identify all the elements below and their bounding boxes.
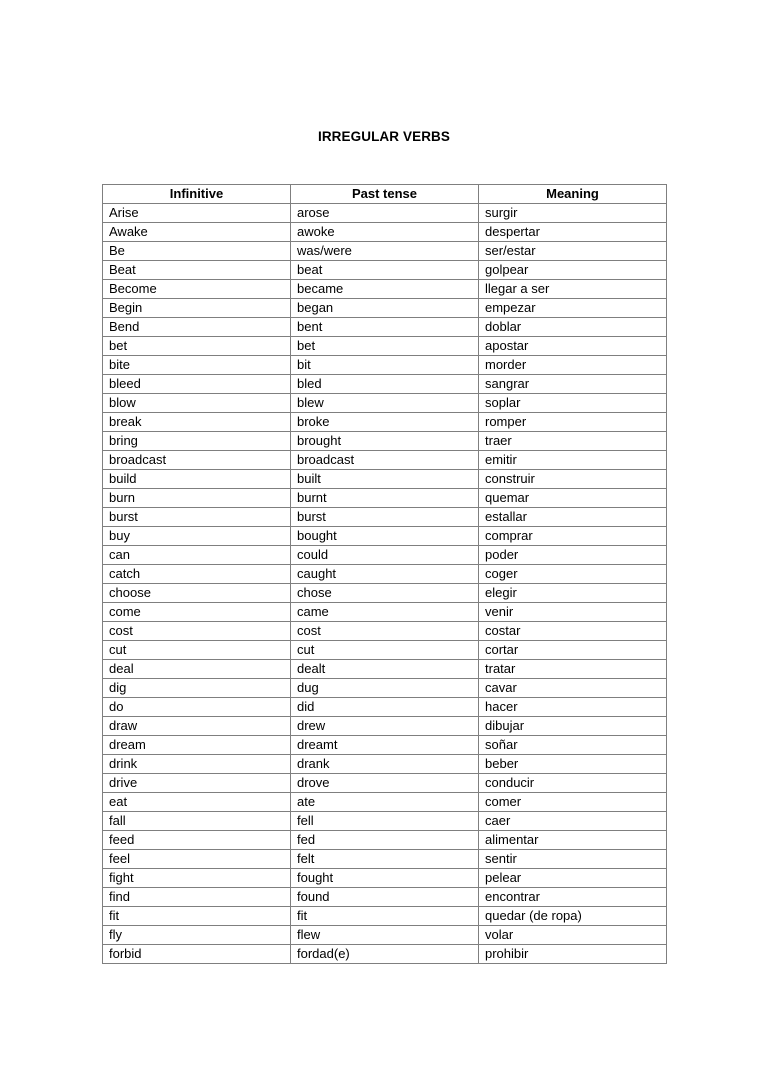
meaning-cell: estallar [479,508,667,527]
infinitive-cell: feel [103,850,291,869]
meaning-cell: llegar a ser [479,280,667,299]
past-tense-cell: dealt [291,660,479,679]
past-tense-cell: blew [291,394,479,413]
past-tense-cell: bled [291,375,479,394]
infinitive-cell: buy [103,527,291,546]
infinitive-cell: draw [103,717,291,736]
meaning-cell: empezar [479,299,667,318]
past-tense-cell: cost [291,622,479,641]
past-tense-cell: caught [291,565,479,584]
table-body [103,204,667,964]
meaning-cell: dibujar [479,717,667,736]
infinitive-cell: cut [103,641,291,660]
table-row [103,280,667,299]
past-tense-cell: was/were [291,242,479,261]
table-row [103,451,667,470]
table-row [103,337,667,356]
table-row [103,907,667,926]
past-tense-cell: found [291,888,479,907]
column-header-meaning: Meaning [479,185,667,204]
meaning-cell: alimentar [479,831,667,850]
meaning-cell: tratar [479,660,667,679]
infinitive-cell: fit [103,907,291,926]
infinitive-cell: burst [103,508,291,527]
past-tense-cell: broadcast [291,451,479,470]
table-row [103,223,667,242]
infinitive-cell: drive [103,774,291,793]
meaning-cell: pelear [479,869,667,888]
table-row [103,698,667,717]
past-tense-cell: ate [291,793,479,812]
meaning-cell: sangrar [479,375,667,394]
past-tense-cell: fordad(e) [291,945,479,964]
past-tense-cell: became [291,280,479,299]
infinitive-cell: Bend [103,318,291,337]
table-row [103,584,667,603]
infinitive-cell: build [103,470,291,489]
past-tense-cell: bet [291,337,479,356]
meaning-cell: comprar [479,527,667,546]
past-tense-cell: came [291,603,479,622]
infinitive-cell: fight [103,869,291,888]
irregular-verbs-table [102,184,667,964]
meaning-cell: poder [479,546,667,565]
infinitive-cell: choose [103,584,291,603]
past-tense-cell: fought [291,869,479,888]
meaning-cell: soñar [479,736,667,755]
past-tense-cell: began [291,299,479,318]
past-tense-cell: dug [291,679,479,698]
infinitive-cell: bring [103,432,291,451]
past-tense-cell: felt [291,850,479,869]
table-row [103,679,667,698]
infinitive-cell: forbid [103,945,291,964]
meaning-cell: cortar [479,641,667,660]
infinitive-cell: bleed [103,375,291,394]
past-tense-cell: did [291,698,479,717]
meaning-cell: emitir [479,451,667,470]
table-row [103,717,667,736]
meaning-cell: ser/estar [479,242,667,261]
table-row [103,850,667,869]
table-row [103,527,667,546]
past-tense-cell: drove [291,774,479,793]
table-row [103,755,667,774]
past-tense-cell: drew [291,717,479,736]
page-title: IRREGULAR VERBS [317,129,450,144]
table-row [103,318,667,337]
table-row [103,432,667,451]
meaning-cell: golpear [479,261,667,280]
column-header-past-tense: Past tense [291,185,479,204]
infinitive-cell: dream [103,736,291,755]
past-tense-cell: could [291,546,479,565]
meaning-cell: soplar [479,394,667,413]
meaning-cell: beber [479,755,667,774]
infinitive-cell: cost [103,622,291,641]
table-row [103,812,667,831]
infinitive-cell: deal [103,660,291,679]
infinitive-cell: bet [103,337,291,356]
table-row [103,489,667,508]
infinitive-cell: burn [103,489,291,508]
meaning-cell: cavar [479,679,667,698]
infinitive-cell: blow [103,394,291,413]
meaning-cell: romper [479,413,667,432]
past-tense-cell: arose [291,204,479,223]
table-row [103,413,667,432]
infinitive-cell: come [103,603,291,622]
table-row [103,774,667,793]
meaning-cell: despertar [479,223,667,242]
past-tense-cell: drank [291,755,479,774]
table-row [103,204,667,223]
infinitive-cell: do [103,698,291,717]
meaning-cell: quemar [479,489,667,508]
table-row [103,926,667,945]
infinitive-cell: feed [103,831,291,850]
meaning-cell: volar [479,926,667,945]
table-row [103,546,667,565]
past-tense-cell: broke [291,413,479,432]
past-tense-cell: bought [291,527,479,546]
infinitive-cell: bite [103,356,291,375]
meaning-cell: elegir [479,584,667,603]
meaning-cell: apostar [479,337,667,356]
past-tense-cell: fit [291,907,479,926]
table-row [103,470,667,489]
past-tense-cell: burnt [291,489,479,508]
infinitive-cell: broadcast [103,451,291,470]
table-row [103,888,667,907]
meaning-cell: costar [479,622,667,641]
infinitive-cell: drink [103,755,291,774]
meaning-cell: coger [479,565,667,584]
infinitive-cell: break [103,413,291,432]
table-row [103,261,667,280]
infinitive-cell: catch [103,565,291,584]
meaning-cell: conducir [479,774,667,793]
table-row [103,603,667,622]
table-row [103,242,667,261]
table-row [103,356,667,375]
meaning-cell: sentir [479,850,667,869]
past-tense-cell: dreamt [291,736,479,755]
table-row [103,945,667,964]
past-tense-cell: built [291,470,479,489]
meaning-cell: caer [479,812,667,831]
meaning-cell: traer [479,432,667,451]
table-row [103,565,667,584]
table-row [103,375,667,394]
meaning-cell: construir [479,470,667,489]
past-tense-cell: bit [291,356,479,375]
infinitive-cell: fall [103,812,291,831]
infinitive-cell: Become [103,280,291,299]
meaning-cell: comer [479,793,667,812]
past-tense-cell: flew [291,926,479,945]
infinitive-cell: can [103,546,291,565]
past-tense-cell: bent [291,318,479,337]
table-row [103,622,667,641]
past-tense-cell: chose [291,584,479,603]
past-tense-cell: burst [291,508,479,527]
table-row [103,299,667,318]
infinitive-cell: eat [103,793,291,812]
past-tense-cell: fed [291,831,479,850]
past-tense-cell: cut [291,641,479,660]
table-row [103,641,667,660]
meaning-cell: hacer [479,698,667,717]
past-tense-cell: awoke [291,223,479,242]
past-tense-cell: fell [291,812,479,831]
table-row [103,869,667,888]
infinitive-cell: Awake [103,223,291,242]
infinitive-cell: Begin [103,299,291,318]
infinitive-cell: Beat [103,261,291,280]
table-row [103,660,667,679]
meaning-cell: surgir [479,204,667,223]
past-tense-cell: beat [291,261,479,280]
meaning-cell: morder [479,356,667,375]
infinitive-cell: fly [103,926,291,945]
table-row [103,394,667,413]
meaning-cell: venir [479,603,667,622]
infinitive-cell: dig [103,679,291,698]
table-row [103,831,667,850]
meaning-cell: doblar [479,318,667,337]
table-row [103,793,667,812]
past-tense-cell: brought [291,432,479,451]
meaning-cell: quedar (de ropa) [479,907,667,926]
meaning-cell: prohibir [479,945,667,964]
infinitive-cell: Arise [103,204,291,223]
infinitive-cell: find [103,888,291,907]
table-row [103,508,667,527]
column-header-infinitive: Infinitive [103,185,291,204]
infinitive-cell: Be [103,242,291,261]
table-header-row [103,185,667,204]
meaning-cell: encontrar [479,888,667,907]
table-row [103,736,667,755]
